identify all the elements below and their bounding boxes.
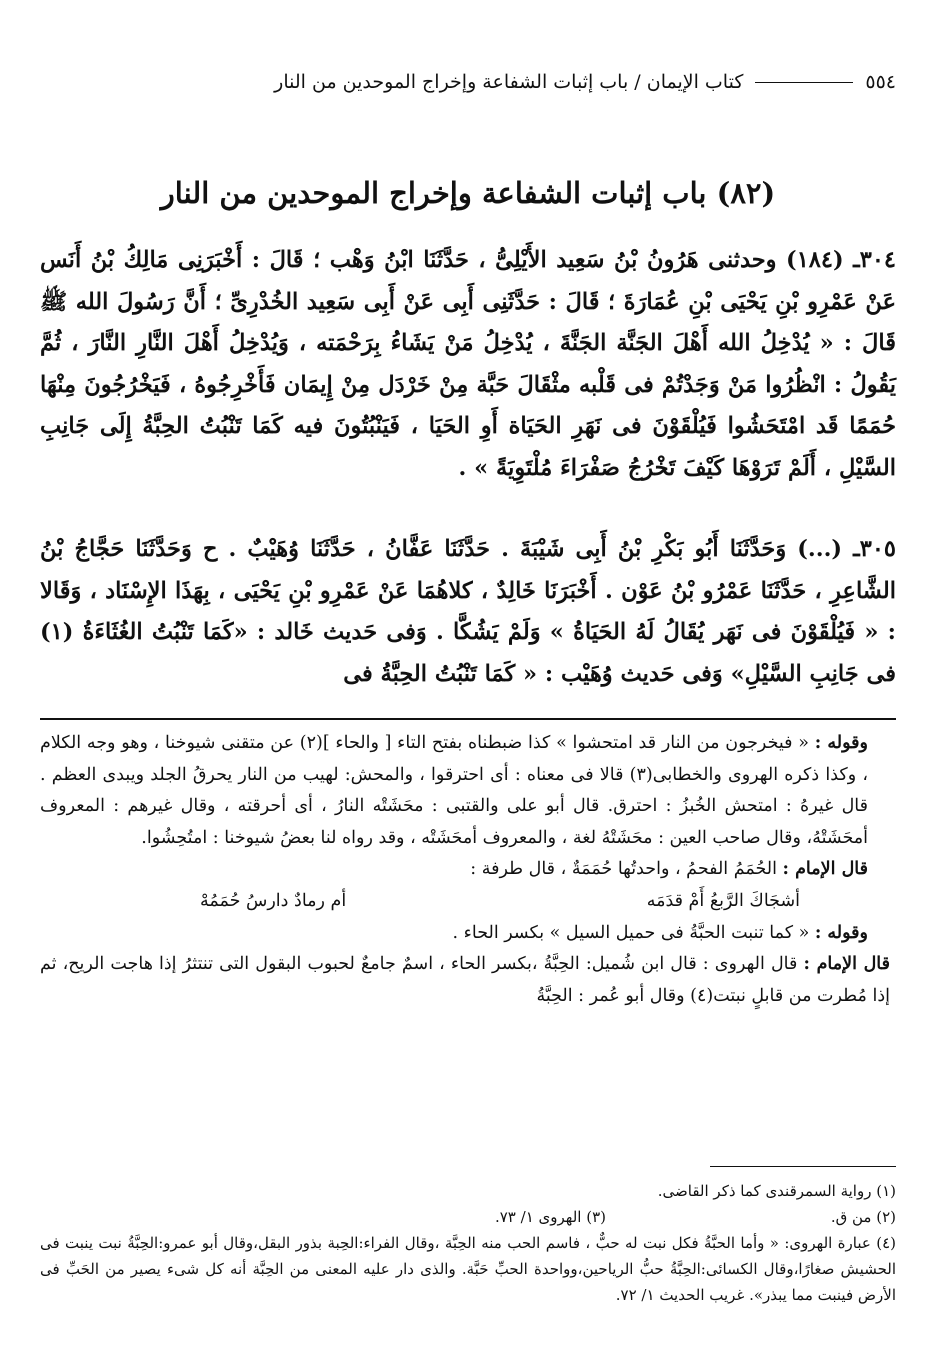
header-rule [755, 82, 853, 83]
commentary-paragraph [40, 949, 890, 1012]
commentary-paragraph [40, 918, 890, 950]
footnote-2: (٢) من ق. [830, 1208, 896, 1226]
commentary-section [40, 728, 890, 1012]
commentary-lead: وقوله : [814, 733, 868, 753]
commentary-text: قال الهروى : قال ابن شُميل: الحِبَّةُ ،بكسر الحاء ، اسمٌ جامعٌ لحبوب البقول التى تنتثرُ إذا هاجت الريح، ثم إذا مُطرت من قابلٍ نبتت(٤) وقال أبو عُمر : الحِبَّةُ [40, 954, 890, 1006]
footnote-row [40, 1204, 896, 1230]
commentary-paragraph [40, 854, 890, 886]
poetry-verse [40, 886, 890, 918]
footnote-4: (٤) عبارة الهروى: « وأما الحبَّةُ فكل نبت له حبٌّ ، فاسم الحب منه الحِبَّة ،وقال الفراء:الحِبة بذور البقل،وقال أبو عمرو:الحِبَّةُ نبت ينبت فى الحشيش صغارًا،وقال الكسائى:الحِبَّةُ حبُّ الرياحين،وواحدة الحبِّ حَبَّة. والذى دار عليه المعنى من الحِبَّة أنه كل شىء يصير من الحَبِّ فى الأرض فينبت مما يبذر». غريب الحديث ١/ ٧٢. [40, 1234, 896, 1304]
verse-first-hemistich: أشجَاكَ الرَّبعُ أَمْ قدَمَه [646, 890, 800, 911]
commentary-text: الحُمَمُ الفحمُ ، واحدتُها حُمَمَةٌ ، قال طرفة : [470, 859, 783, 880]
commentary-paragraph [40, 728, 890, 854]
commentary-lead: قال الإمام : [803, 954, 890, 975]
footnote-1: (١) رواية السمرقندى كما ذكر القاضى. [657, 1182, 896, 1200]
running-header [40, 64, 896, 100]
hadith-304: ٣٠٤ـ (١٨٤) وحدثنى هَرُونُ بْنُ سَعِيد الأَيْلِىُّ ، حَدَّثَنَا ابْنُ وَهْب ؛ قَالَ : أَخْبَرَنِى مَالِكُ بْنُ أَنَس عَنْ عَمْرِو بْنِ يَحْيَى بْنِ عُمَارَةَ ؛ قَالَ : حَدَّثَنِى أَبِى عَنْ أَبِى سَعِيد الخُدْرِىِّ ؛ أَنَّ رَسُولَ الله ﷺ قَالَ : « يُدْخِلُ الله أَهْلَ الجَنَّة الجَنَّةَ ، يُدْخِلُ مَنْ يَشَاءُ بِرَحْمَته ، وَيُدْخِلُ أَهْلَ النَّارِ النَّارَ ، ثُمَّ يَقُولُ : انْظُرُوا مَنْ وَجَدْتُمْ فى قَلْبه مثْقَالَ حَبَّة مِنْ خَرْدَل مِنْ إِيمَان فَأَخْرِجُوهُ ، فَيَخْرُجُونَ مِنْهَا حُمَمًا قَد امْتَحَشُوا فَيُلْقَوْنَ فى نَهَرِ الحَيَاة أَوِ الحَيَا ، فَيَنْبُتُونَ فيه كَمَا تَنْبُتُ الحِبَّةُ إِلَى جَانِبِ السَّيْلِ ، أَلَمْ تَرَوْهَا كَيْفَ تَخْرُجُ صَفْرَاءَ مُلْتَوِيَةً » . [40, 247, 896, 481]
verse-second-hemistich: أم رمادٌ دارسُ حُمَمُهْ [200, 890, 347, 911]
text-separator-rule [40, 718, 896, 720]
running-title: كتاب الإيمان / باب إثبات الشفاعة وإخراج الموحدين من النار [274, 71, 744, 93]
footnotes [40, 1178, 896, 1308]
commentary-text: « كما تنبت الحبَّةُ فى حميل السيل » بكسر الحاء . [452, 922, 815, 943]
chapter-title: (٨٢) باب إثبات الشفاعة وإخراج الموحدين من النار [160, 176, 776, 210]
commentary-lead: قال الإمام : [782, 859, 868, 880]
footnote-3: (٣) الهروى ١/ ٧٣. [494, 1208, 606, 1226]
footnote-rule [710, 1166, 896, 1167]
commentary-lead: وقوله : [814, 922, 868, 943]
hadith-305: ٣٠٥ـ (...) وَحَدَّثَنَا أَبُو بَكْرِ بْنُ أَبِى شَيْبَةَ . حَدَّثَنَا عَفَّانُ ، حَدَّثَنَا وُهَيْبٌ . ح وَحَدَّثَنَا حَجَّاجُ بْنُ الشَّاعِرِ ، حَدَّثَنَا عَمْرُو بْنُ عَوْن . أَخْبَرَنَا خَالِدٌ ، كلاهُمَا عَنْ عَمْرِو بْنِ يَحْيَى ، بِهَذَا الإِسْنَاد ، وَقَالا : « فَيُلْقَوْنَ فى نَهَر يُقَالُ لَهُ الحَيَاةُ » وَلَمْ يَشُكَّا . وَفى حَديث خَالد : «كَمَا تَنْبُتُ الغُثَاءَةُ (١) فى جَانِبِ السَّيْلِ» وَفى حَديث وُهَيْب : « كَمَا تَنْبُتُ الحِبَّةُ فى [40, 536, 896, 687]
commentary-text: « فيخرجون من النار قد امتحشوا » كذا ضبطناه بفتح التاء [ والحاء ](٢) عن متقنى شيوخنا ، وهو وجه الكلام ، وكذا ذكره الهروى والخطابى(٣) قالا فى معناه : أى احترقوا ، والمحش: لهيب من النار يحرقُ الجلد ويبدى العظم . قال غيرهُ : امتحش الخُبزُ : احترق. قال أبو على والقتبى : محَشَتْه النارُ ، أى أحرقته ، وقال غيرهم : المعروف أمحَشَتْهُ، وقال صاحب العين : محَشَتْهُ لغة ، والمعروف أمحَشَتْه ، وقد رواه لنا بعضُ شيوخنا : امتُحِشُوا. [40, 733, 869, 848]
page-number: ٥٥٤ [865, 71, 896, 93]
